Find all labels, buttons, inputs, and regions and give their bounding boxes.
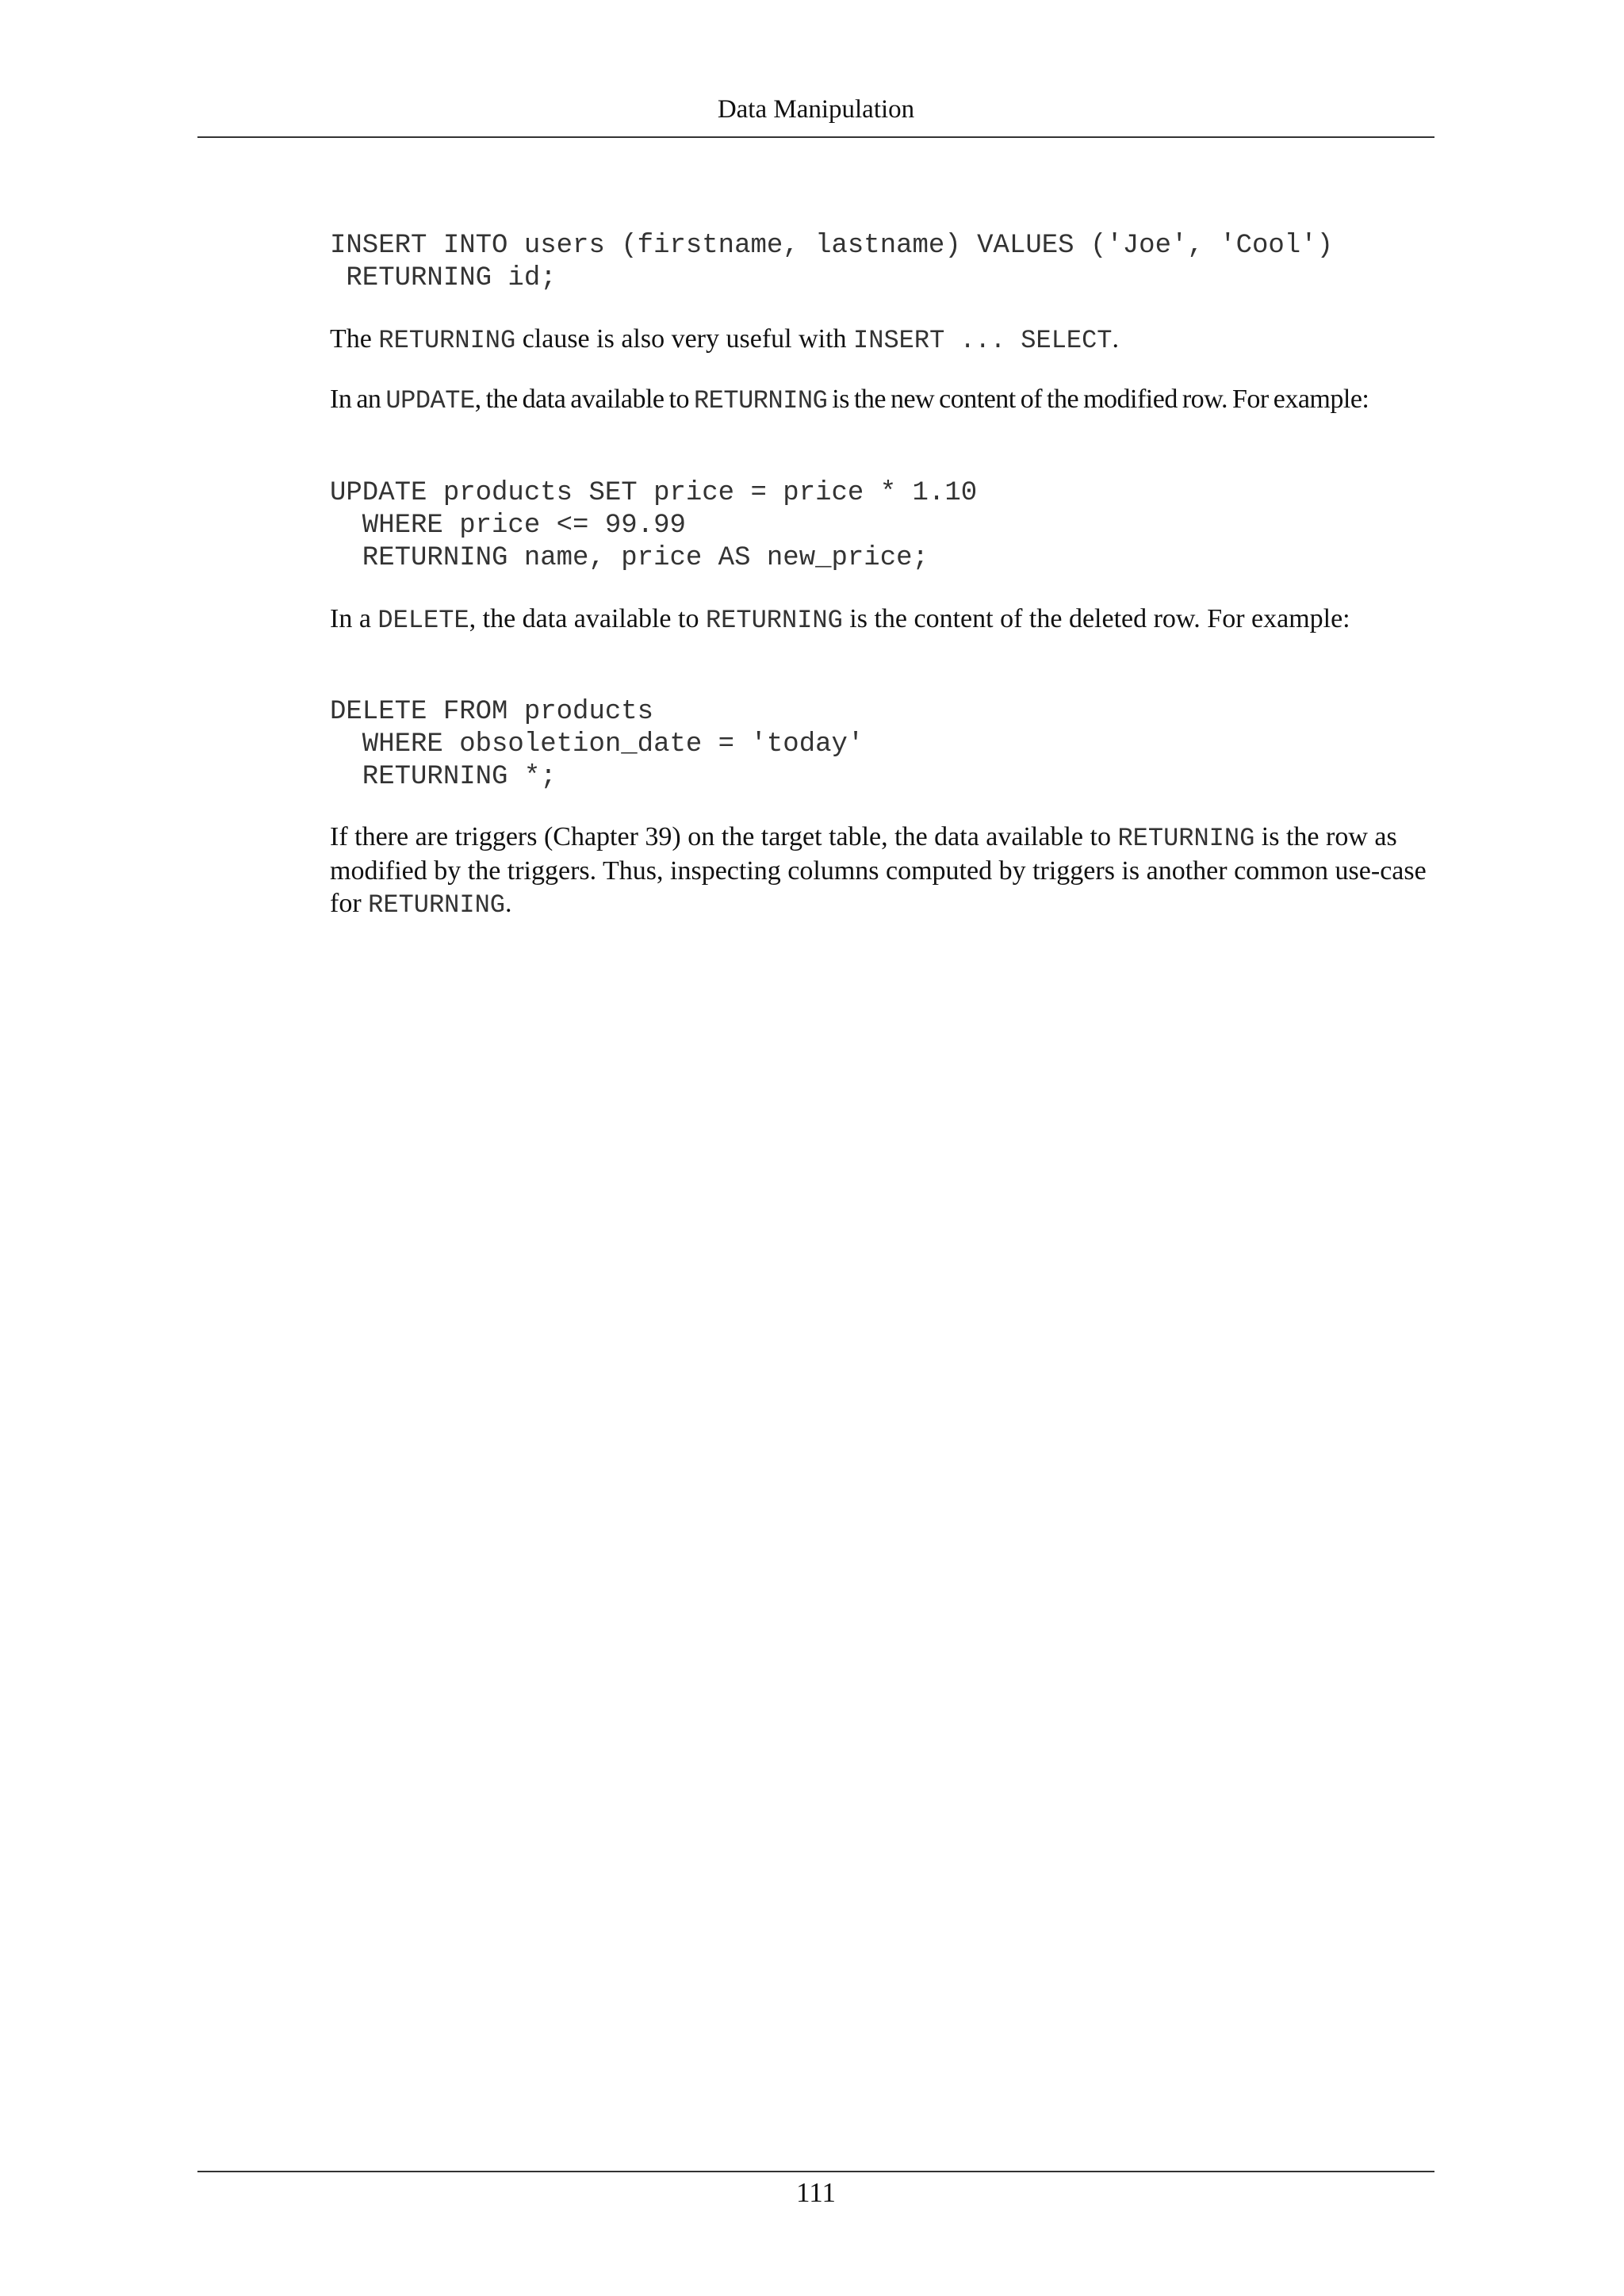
inline-code-insert-select: INSERT ... SELECT — [853, 326, 1113, 355]
inline-code-returning: RETURNING — [705, 606, 843, 635]
paragraph-text: In an UPDATE, the data available to RETURNING is the new content of the modified row. For example: — [330, 385, 1369, 415]
paragraph-update-returning — [330, 383, 1436, 417]
paragraph-triggers — [330, 821, 1436, 921]
code-block-delete — [330, 696, 1436, 794]
code-update-returning: UPDATE products SET price = price * 1.10 WHERE price <= 99.99 RETURNING name, price AS new_price; — [330, 478, 978, 573]
inline-code-delete: DELETE — [377, 606, 469, 635]
inline-code-returning: RETURNING — [368, 890, 505, 920]
paragraph-delete-returning — [330, 603, 1436, 637]
chapter-link[interactable]: Chapter 39 — [553, 822, 672, 851]
footer-rule — [197, 2171, 1434, 2172]
code-block-update — [330, 477, 1436, 575]
paragraph-text: If there are triggers (Chapter 39) on the target table, the data available to RETURNING is the row as modified by the triggers. Thus, inspecting columns computed by triggers is another common use-case for RETURNING. — [330, 822, 1427, 920]
inline-code-returning: RETURNING — [378, 326, 516, 355]
page-header: Data Manipulation — [717, 95, 915, 124]
page-number: 111 — [796, 2177, 836, 2208]
paragraph-returning-insert-select — [330, 323, 1436, 357]
inline-code-update: UPDATE — [385, 386, 475, 415]
inline-code-returning: RETURNING — [693, 386, 828, 415]
code-block-insert — [330, 230, 1436, 295]
code-insert-returning: INSERT INTO users (firstname, lastname) VALUES ('Joe', 'Cool') RETURNING id; — [330, 231, 1334, 293]
paragraph-text: The RETURNING clause is also very useful with INSERT ... SELECT. — [330, 324, 1119, 355]
code-delete-returning: DELETE FROM products WHERE obsoletion_date = 'today' RETURNING *; — [330, 697, 864, 792]
header-rule — [197, 136, 1434, 138]
inline-code-returning: RETURNING — [1117, 824, 1255, 853]
paragraph-text: In a DELETE, the data available to RETURNING is the content of the deleted row. For example: — [330, 604, 1350, 635]
